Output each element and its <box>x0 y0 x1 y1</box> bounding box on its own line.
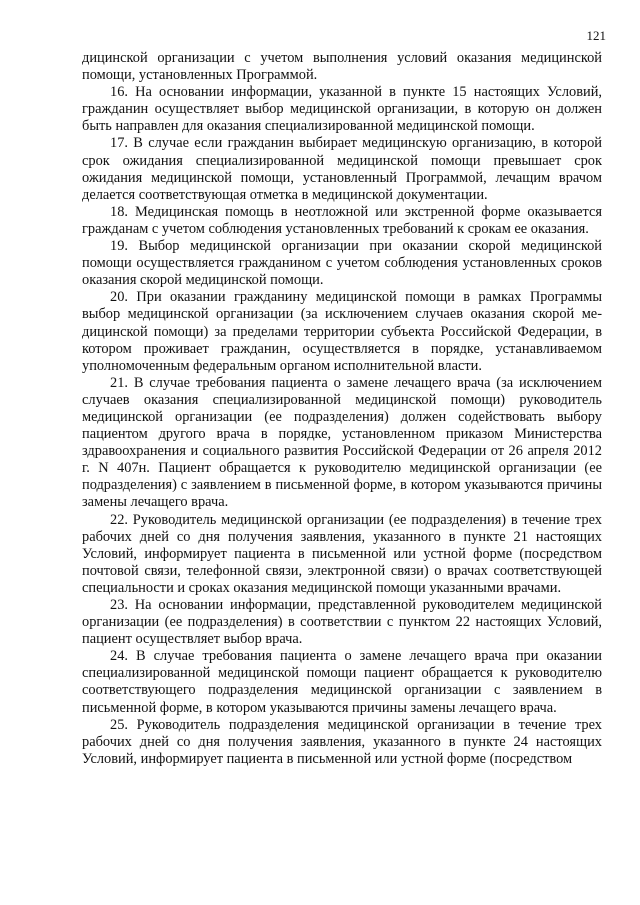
paragraph-16: 16. На основании информации, указанной в пункте 15 настоящих Условий, гражданин осуществляет выбор медицинской организации, в которую он должен быть направлен для оказания специализированной медицинской помощи. <box>82 84 602 135</box>
paragraph-23: 23. На основании информации, представленной руководителем медицинской организации (ее подразделения) в соответствии с пунктом 22 настоящих Условий, пациент осуществляет выбор врача. <box>82 597 602 648</box>
paragraph-continuation: дицинской организации с учетом выполнения условий оказания медицинской помощи, установленных Программой. <box>82 50 602 84</box>
paragraph-22: 22. Руководитель медицинской организации (ее подразделения) в течение трех рабочих дней со дня получения заявления, указанного в пункте 21 настоящих Условий, информирует пациента в письменной или устной форме (посредством почтовой связи, телефонной связи, электронной связи) о врачах соответствующей специальности и сроках оказания медицинской помощи указанными врачами. <box>82 511 602 596</box>
paragraph-19: 19. Выбор медицинской организации при оказании скорой медицинской помощи осуществляется гражданином с учетом соблюдения установленных сроков оказания скорой медицинской помощи. <box>82 238 602 289</box>
page-number: 121 <box>586 28 606 43</box>
paragraph-25: 25. Руководитель подразделения медицинской организации в течение трех рабочих дней со дня получения заявления, указанного в пункте 24 настоящих Условий, информирует пациента в письменной или устной форме (посредством <box>82 716 602 767</box>
paragraph-24: 24. В случае требования пациента о замене лечащего врача при оказании специализированной медицинской помощи пациент обращается к руководителю соответствующего подразделения медицинской организации с заявлением в письменной форме, в котором указываются причины замены лечащего врача. <box>82 648 602 716</box>
paragraph-17: 17. В случае если гражданин выбирает медицинскую организацию, в которой срок ожидания специализированной медицинской помощи превышает срок ожидания медицинской помощи, установленный Программой, лечащим врачом делается соответствующая отметка в медицинской документации. <box>82 135 602 203</box>
paragraph-20: 20. При оказании гражданину медицинской помощи в рамках Программы выбор медицинской организации (за исключением случаев оказания скорой медицинской помощи) за пределами территории субъекта Российской Федерации, в котором проживает гражданин, осуществляется в порядке, устанавливаемом уполномоченным федеральным органом исполнительной власти. <box>82 289 602 374</box>
paragraph-18: 18. Медицинская помощь в неотложной или экстренной форме оказывается гражданам с учетом соблюдения установленных требований к срокам ее оказания. <box>82 203 602 237</box>
paragraph-21: 21. В случае требования пациента о замене лечащего врача (за исключением случаев оказания специализированной медицинской помощи) руководитель медицинской организации (ее подразделения) должен содействовать выбору пациентом другого врача в порядке, установленном приказом Министерства здравоохранения и социального развития Российской Федерации от 26 апреля 2012 г. N 407н. Пациент обращается к руководителю медицинской организации (ее подразделения) с заявлением в письменной форме, в котором указываются причины замены лечащего врача. <box>82 374 602 511</box>
document-text <box>82 50 602 768</box>
